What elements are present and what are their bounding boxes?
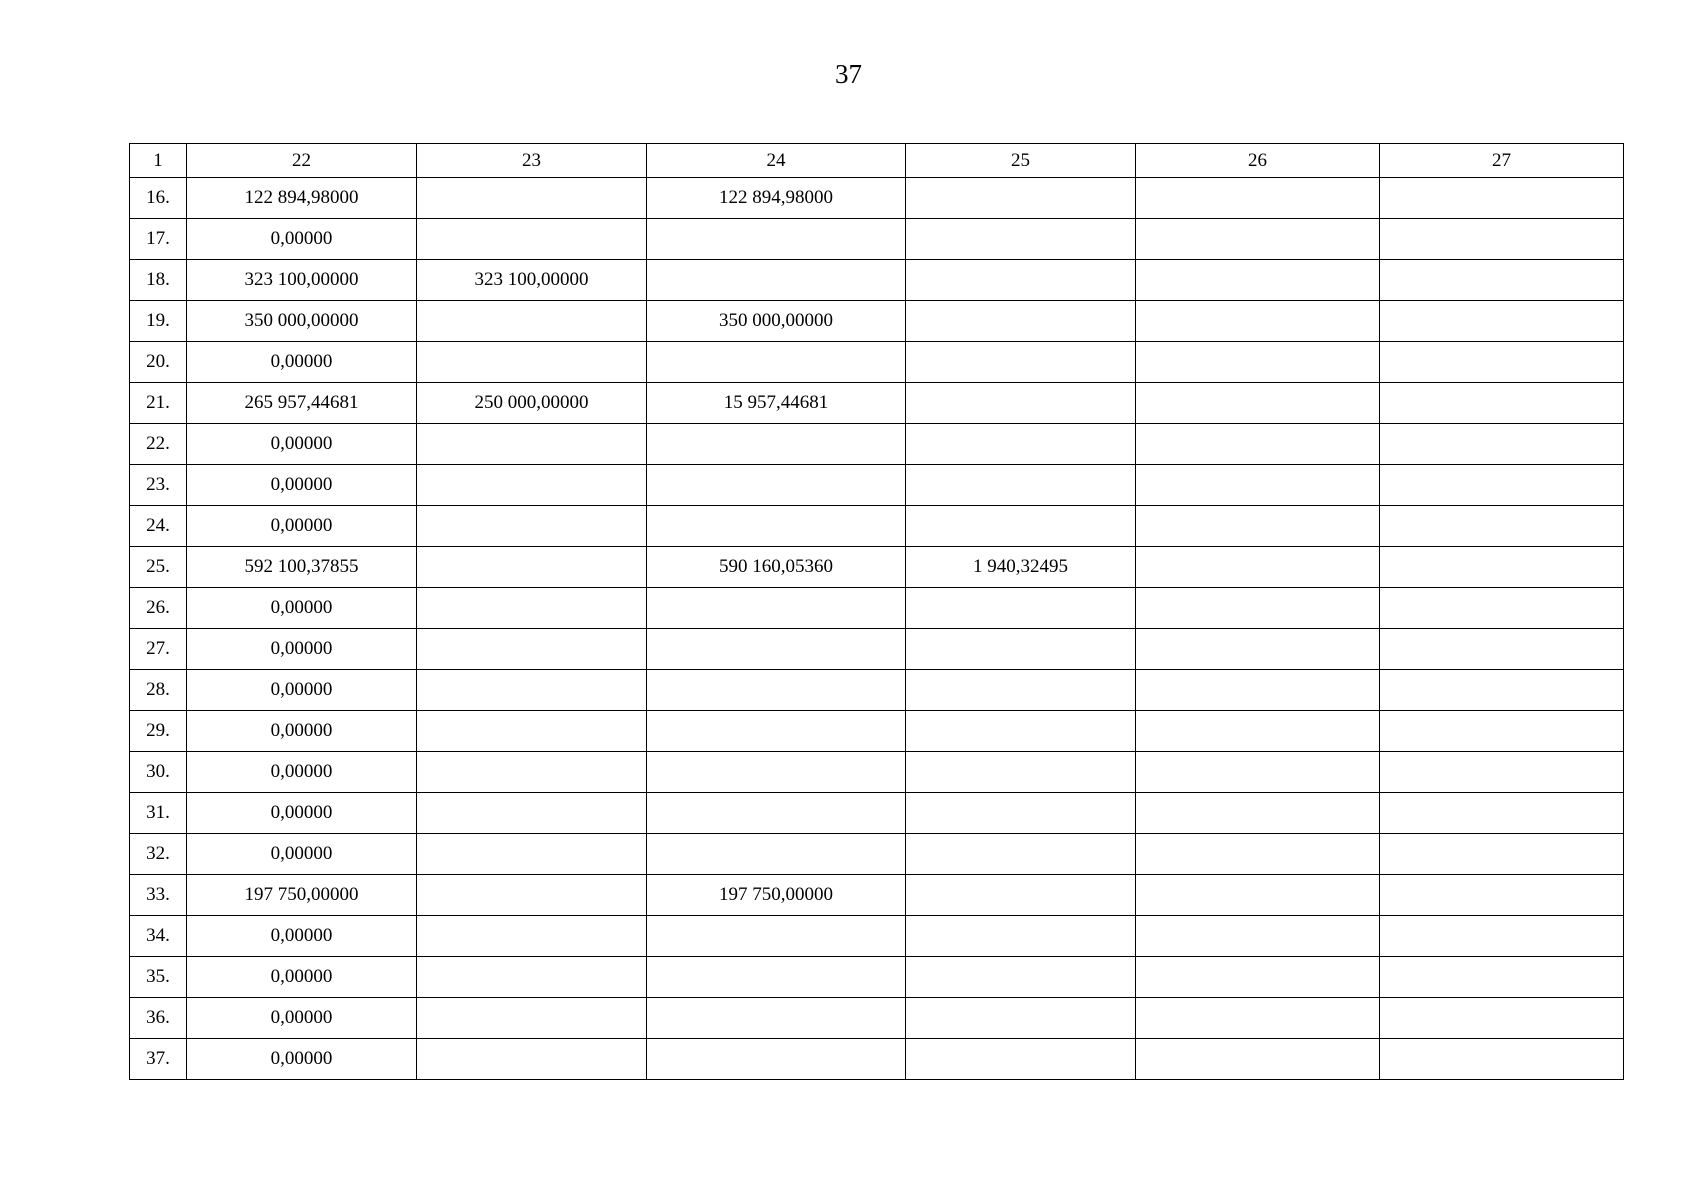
table-cell	[906, 588, 1136, 629]
table-cell: 0,00000	[187, 670, 417, 711]
table-row	[130, 506, 1624, 547]
table-cell: 590 160,05360	[647, 547, 906, 588]
row-number-cell: 31.	[130, 793, 187, 834]
table-cell	[1136, 834, 1380, 875]
table-row	[130, 219, 1624, 260]
table-cell	[417, 465, 647, 506]
table-cell	[1380, 424, 1624, 465]
table-cell	[906, 957, 1136, 998]
table-cell	[417, 670, 647, 711]
table-cell	[906, 465, 1136, 506]
table-cell	[647, 506, 906, 547]
table-cell	[647, 916, 906, 957]
table-cell: 0,00000	[187, 219, 417, 260]
row-number-cell: 21.	[130, 383, 187, 424]
row-number-cell: 23.	[130, 465, 187, 506]
table-cell: 0,00000	[187, 424, 417, 465]
table-cell	[647, 752, 906, 793]
table-cell	[1380, 957, 1624, 998]
table-cell: 0,00000	[187, 916, 417, 957]
table-cell	[1380, 998, 1624, 1039]
column-header: 23	[417, 144, 647, 178]
table-cell: 0,00000	[187, 711, 417, 752]
table-cell	[1136, 260, 1380, 301]
table-cell	[1380, 875, 1624, 916]
table-cell	[1136, 547, 1380, 588]
table-row	[130, 998, 1624, 1039]
row-number-cell: 32.	[130, 834, 187, 875]
table-cell	[417, 998, 647, 1039]
table-cell	[1136, 424, 1380, 465]
table-cell	[417, 506, 647, 547]
table-cell	[906, 342, 1136, 383]
table-cell	[1136, 875, 1380, 916]
table-cell	[1380, 711, 1624, 752]
row-number-cell: 16.	[130, 178, 187, 219]
table-cell	[1136, 752, 1380, 793]
table-cell	[1136, 219, 1380, 260]
table-cell: 0,00000	[187, 998, 417, 1039]
table-cell: 122 894,98000	[647, 178, 906, 219]
table-row	[130, 178, 1624, 219]
table-cell: 265 957,44681	[187, 383, 417, 424]
table-cell	[906, 998, 1136, 1039]
table-cell	[1380, 834, 1624, 875]
row-number-cell: 37.	[130, 1039, 187, 1080]
table-cell	[647, 670, 906, 711]
row-number-cell: 35.	[130, 957, 187, 998]
table-cell	[906, 260, 1136, 301]
row-number-cell: 26.	[130, 588, 187, 629]
column-header: 25	[906, 144, 1136, 178]
table-cell: 0,00000	[187, 342, 417, 383]
row-number-cell: 28.	[130, 670, 187, 711]
column-header: 27	[1380, 144, 1624, 178]
table-cell	[417, 875, 647, 916]
table-cell	[1380, 465, 1624, 506]
table-cell	[417, 1039, 647, 1080]
table-cell	[1136, 1039, 1380, 1080]
table-cell: 592 100,37855	[187, 547, 417, 588]
table-cell	[1136, 629, 1380, 670]
row-number-cell: 19.	[130, 301, 187, 342]
table-cell	[1136, 916, 1380, 957]
table-cell	[1380, 219, 1624, 260]
table-cell: 0,00000	[187, 957, 417, 998]
table-cell	[417, 834, 647, 875]
row-number-cell: 34.	[130, 916, 187, 957]
table-row	[130, 670, 1624, 711]
table-cell	[906, 875, 1136, 916]
table-cell	[1380, 301, 1624, 342]
table-cell	[906, 383, 1136, 424]
table-cell	[906, 301, 1136, 342]
row-number-cell: 24.	[130, 506, 187, 547]
table-row	[130, 383, 1624, 424]
table-cell	[1380, 383, 1624, 424]
table-cell	[906, 711, 1136, 752]
table-cell	[417, 342, 647, 383]
table-cell	[1380, 588, 1624, 629]
table-cell	[417, 547, 647, 588]
table-cell	[1380, 670, 1624, 711]
table-cell	[1136, 793, 1380, 834]
table-cell: 250 000,00000	[417, 383, 647, 424]
table-row	[130, 260, 1624, 301]
table-cell	[1136, 465, 1380, 506]
table-cell	[417, 588, 647, 629]
table-cell: 197 750,00000	[647, 875, 906, 916]
table-cell	[647, 465, 906, 506]
table-cell	[1380, 342, 1624, 383]
table-cell	[417, 178, 647, 219]
table-cell	[417, 752, 647, 793]
table-row	[130, 752, 1624, 793]
table-cell	[1380, 916, 1624, 957]
table-cell	[906, 506, 1136, 547]
table-cell: 1 940,32495	[906, 547, 1136, 588]
table-row	[130, 711, 1624, 752]
column-header: 24	[647, 144, 906, 178]
row-number-cell: 20.	[130, 342, 187, 383]
table-cell	[647, 711, 906, 752]
table-cell	[1136, 957, 1380, 998]
table-row	[130, 301, 1624, 342]
table-row	[130, 342, 1624, 383]
table-cell	[906, 752, 1136, 793]
table-row	[130, 834, 1624, 875]
table-cell	[1136, 588, 1380, 629]
table-row	[130, 465, 1624, 506]
table-cell	[906, 834, 1136, 875]
row-number-cell: 30.	[130, 752, 187, 793]
table-cell: 323 100,00000	[187, 260, 417, 301]
table-cell	[647, 957, 906, 998]
table-cell	[647, 424, 906, 465]
table-cell: 197 750,00000	[187, 875, 417, 916]
table-cell: 15 957,44681	[647, 383, 906, 424]
table-cell: 0,00000	[187, 588, 417, 629]
table-cell: 122 894,98000	[187, 178, 417, 219]
row-number-cell: 29.	[130, 711, 187, 752]
table-cell	[906, 424, 1136, 465]
table-cell	[417, 711, 647, 752]
table-cell	[906, 916, 1136, 957]
page-number: 37	[835, 59, 862, 89]
table-cell: 0,00000	[187, 752, 417, 793]
table-cell	[1136, 711, 1380, 752]
table-cell	[1380, 793, 1624, 834]
table-body	[130, 178, 1624, 1080]
table-row	[130, 424, 1624, 465]
table-cell	[1136, 506, 1380, 547]
table-cell	[417, 301, 647, 342]
table-cell	[647, 834, 906, 875]
column-header: 26	[1136, 144, 1380, 178]
table-cell: 0,00000	[187, 793, 417, 834]
table-cell	[1380, 629, 1624, 670]
table-cell	[417, 957, 647, 998]
table-cell	[417, 793, 647, 834]
table-row	[130, 957, 1624, 998]
table-cell	[1136, 670, 1380, 711]
table-row	[130, 629, 1624, 670]
row-number-cell: 17.	[130, 219, 187, 260]
table-cell	[906, 670, 1136, 711]
table-cell: 350 000,00000	[647, 301, 906, 342]
table-cell	[1136, 383, 1380, 424]
table-row	[130, 875, 1624, 916]
table-cell	[1380, 547, 1624, 588]
table-cell	[1380, 752, 1624, 793]
table-row	[130, 588, 1624, 629]
table-cell	[1380, 178, 1624, 219]
table-cell	[1380, 1039, 1624, 1080]
table-cell	[647, 588, 906, 629]
table-cell	[647, 998, 906, 1039]
table-cell: 323 100,00000	[417, 260, 647, 301]
header-row	[130, 144, 1624, 178]
table-cell	[1136, 178, 1380, 219]
table-cell	[647, 260, 906, 301]
column-header: 1	[130, 144, 187, 178]
table-cell	[647, 793, 906, 834]
table-cell	[1380, 260, 1624, 301]
table-row	[130, 793, 1624, 834]
row-number-cell: 22.	[130, 424, 187, 465]
table-cell	[906, 793, 1136, 834]
table-cell	[417, 219, 647, 260]
table-cell	[647, 342, 906, 383]
table-cell: 0,00000	[187, 834, 417, 875]
table-cell	[647, 1039, 906, 1080]
table-cell	[647, 219, 906, 260]
table-row	[130, 547, 1624, 588]
table-cell	[906, 178, 1136, 219]
table-cell	[1136, 998, 1380, 1039]
column-header: 22	[187, 144, 417, 178]
table-row	[130, 1039, 1624, 1080]
data-table	[129, 143, 1624, 1080]
table-cell	[906, 219, 1136, 260]
table-cell	[417, 916, 647, 957]
table-cell	[906, 1039, 1136, 1080]
table-cell	[647, 629, 906, 670]
table-row	[130, 916, 1624, 957]
table-cell: 0,00000	[187, 629, 417, 670]
row-number-cell: 33.	[130, 875, 187, 916]
table-cell	[906, 629, 1136, 670]
row-number-cell: 36.	[130, 998, 187, 1039]
row-number-cell: 18.	[130, 260, 187, 301]
table-cell: 0,00000	[187, 506, 417, 547]
row-number-cell: 25.	[130, 547, 187, 588]
table-cell	[417, 424, 647, 465]
table-cell	[1136, 301, 1380, 342]
table-cell	[1380, 506, 1624, 547]
table-cell: 0,00000	[187, 1039, 417, 1080]
table-cell	[417, 629, 647, 670]
row-number-cell: 27.	[130, 629, 187, 670]
table-cell	[1136, 342, 1380, 383]
table-cell: 350 000,00000	[187, 301, 417, 342]
table-cell: 0,00000	[187, 465, 417, 506]
